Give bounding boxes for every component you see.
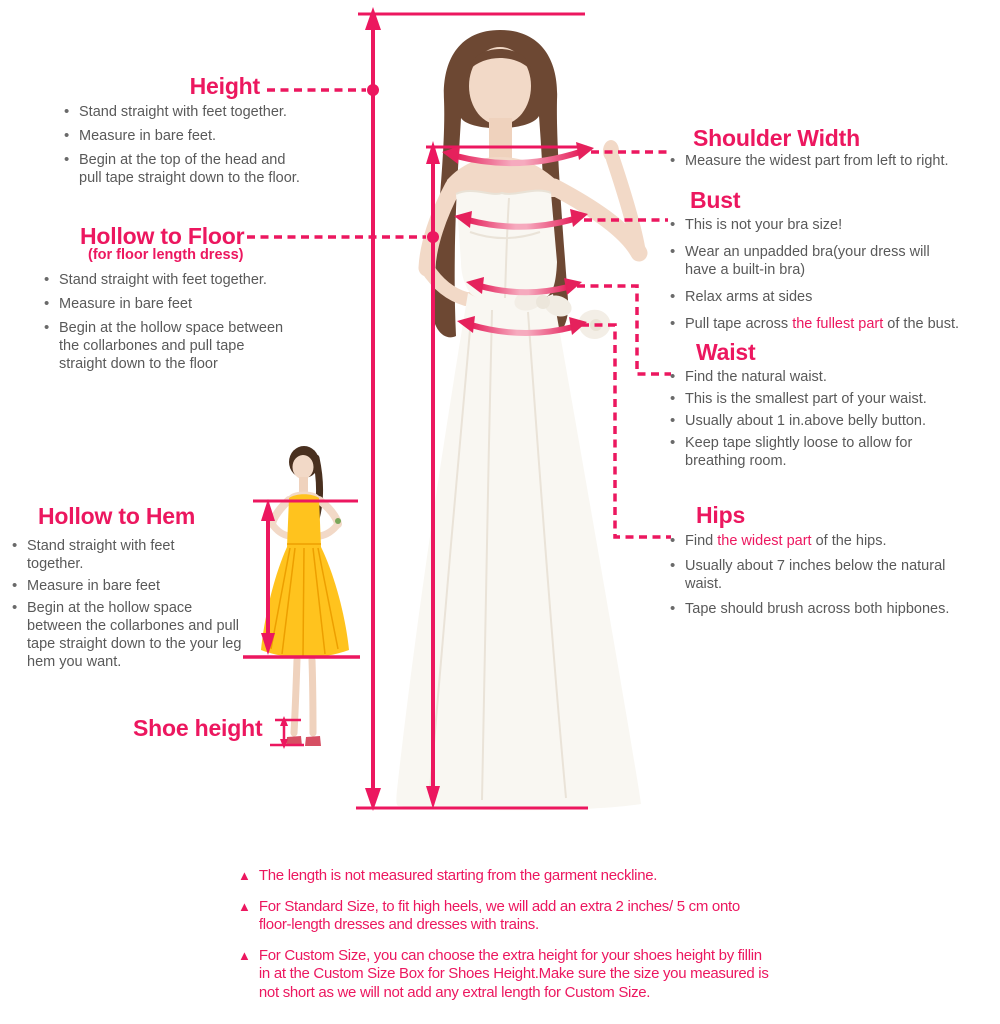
bullet-item: • Keep tape slightly loose to allow for breathing room. [668,434,986,470]
note-text: For Standard Size, to fit high heels, we will add an extra 2 inches/ 5 cm onto floor-length dresses and dresses with trains. [258,897,740,933]
bullet-item: • Measure the widest part from left to right. [668,152,990,170]
hips-bullets [668,532,993,618]
shoe-height-title: Shoe height [133,715,263,741]
bullet-item: • Wear an unpadded bra(your dress will have a built-in bra) [668,243,993,279]
bullet-item: • Stand straight with feet together. [42,271,354,289]
hollow-to-floor-measure-line [426,141,587,809]
waist-title: Waist [696,339,756,365]
main-model-figure [396,30,641,810]
bullet-item: • Relax arms at sides [668,288,993,306]
height-measure-line [356,7,588,811]
hips-title: Hips [696,502,746,528]
bust-section [668,188,993,342]
bust-arrow [454,209,588,228]
hollow-to-floor-section [42,224,354,379]
shoe-height-section [133,716,262,740]
shoulder-width-title: Shoulder Width [693,125,860,151]
bullet-item: • Usually about 1 in.above belly button. [668,412,986,430]
hollow-to-floor-bullets [42,271,354,373]
note-text: For Custom Size, you can choose the extra height for your shoes height by fillin in at the Custom Size Box for Shoes Height.Make sure the size you measured is not short as we will not add any extral length for Custom Size. [258,946,769,1001]
hollow-to-hem-section [10,504,285,675]
hollow-to-floor-title: Hollow to Floor [80,223,245,249]
warning-triangle-icon: ▲ [238,898,251,914]
bullet-item: • Tape should brush across both hipbones. [668,600,993,618]
note-item [238,947,878,1003]
bullet-item: • This is not your bra size! [668,216,993,234]
bullet-item: • Begin at the hollow space between the collarbones and pull tape straight down to the floor [42,319,354,373]
waist-bullets [668,368,986,470]
bullet-item: • Usually about 7 inches below the natural waist. [668,557,993,593]
height-section [62,74,354,193]
note-item [238,867,878,886]
note-item [238,898,878,935]
hollow-to-hem-title: Hollow to Hem [38,503,196,529]
bullet-item: • Begin at the top of the head and pull tape straight down to the floor. [62,151,354,187]
hollow-to-hem-bullets [10,537,285,671]
bust-title: Bust [690,187,741,213]
bullet-item: • Measure in bare feet [10,577,285,595]
bullet-item: • This is the smallest part of your waist. [668,390,986,408]
shoulder-width-arrow [442,142,594,164]
height-title: Height [189,73,260,99]
notes-section [238,867,878,1014]
bullet-item: • Begin at the hollow space between the collarbones and pull tape straight down to the your leg hem you want. [10,599,285,671]
shoulder-width-bullets [668,152,990,170]
bullet-item: • Stand straight with feet together. [62,103,354,121]
shoe-height-measure-icon [270,716,304,749]
bullet-item: • Find the natural waist. [668,368,986,386]
note-text: The length is not measured starting from the garment neckline. [258,867,658,884]
warning-triangle-icon: ▲ [238,868,251,883]
bullet-item: • Find the widest part of the hips. [668,532,993,550]
shoulder-width-section [668,126,990,178]
hips-section [668,503,993,625]
waist-arrow [466,277,582,295]
waist-section [668,340,986,474]
height-bullets [62,103,354,187]
bullet-item: • Pull tape across the fullest part of the bust. [668,315,993,333]
warning-triangle-icon: ▲ [238,947,251,963]
bust-bullets [668,216,993,333]
hips-arrow [457,316,587,335]
bullet-item: • Stand straight with feet together. [10,537,285,573]
bullet-item: • Measure in bare feet [42,295,354,313]
hollow-to-floor-subtitle: (for floor length dress) [88,247,244,264]
bullet-item: • Measure in bare feet. [62,127,354,145]
